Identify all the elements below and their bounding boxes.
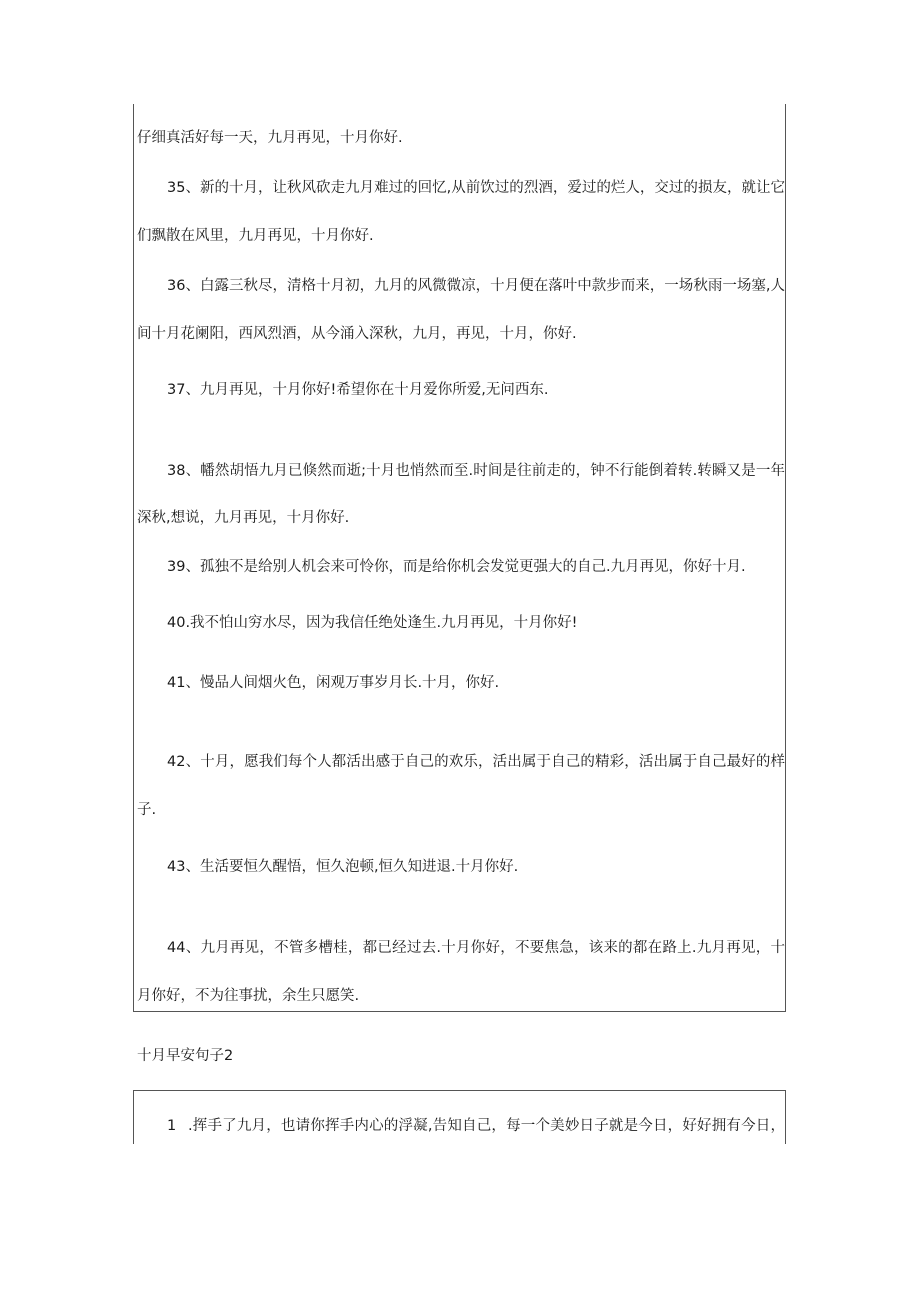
text-line: 35、新的十月，让秋风砍走九月难过的回忆,从前饮过的烈酒，爱过的烂人，交过的损友，就让它	[167, 180, 785, 196]
text-line: 41、慢品人间烟火色，闲观万事岁月长.十月，你好.	[167, 675, 500, 691]
text-line: 仔细真活好每一天，九月再见，十月你好.	[137, 130, 403, 146]
text-line: 子.	[137, 802, 157, 818]
text-line: 36、白露三秋尽，清格十月初，九月的风微微凉，十月便在落叶中款步而来，一场秋雨一场塞,人	[167, 278, 785, 294]
text-line: 42、十月，愿我们每个人都活出感于自己的欢乐，活出属于自己的精彩，活出属于自己最好的样	[167, 754, 785, 770]
item-number: 1	[167, 1118, 177, 1134]
text-line: 37、九月再见，十月你好!希望你在十月爱你所爱,无问西东.	[167, 382, 549, 398]
text-line: 们飘散在风里，九月再见，十月你好.	[137, 228, 374, 244]
text-line: 间十月花阑阳，西风烈酒，从今涌入深秋，九月，再见，十月，你好.	[137, 326, 577, 342]
text-line: 44、九月再见，不管多槽桂，都已经过去.十月你好，不要焦急，该来的都在路上.九月再见，十	[167, 940, 785, 956]
text-line: 43、生活要恒久醒悟，恒久泡顿,恒久知进退.十月你好.	[167, 859, 519, 875]
text-line: 深秋,想说，九月再见，十月你好.	[137, 510, 350, 526]
text-line: 月你好，不为往事扰，余生只愿笑.	[137, 988, 360, 1004]
text-line: .挥手了九月，也请你挥手内心的浮凝,告知自己，每一个美妙日子就是今日，好好拥有今日，	[188, 1118, 785, 1134]
text-line: 38、幡然胡悟九月已倏然而逝;十月也悄然而至.时间是往前走的，钟不行能倒着转.转瞬又是一年	[167, 463, 785, 479]
section-heading: 十月早安句子2	[137, 1048, 234, 1064]
text-line: 39、孤独不是给别人机会来可怜你，而是给你机会发觉更强大的自己.九月再见，你好十月.	[167, 559, 746, 575]
text-line: 40.我不怕山穷水尽，因为我信任绝处逢生.九月再见，十月你好!	[167, 615, 578, 631]
